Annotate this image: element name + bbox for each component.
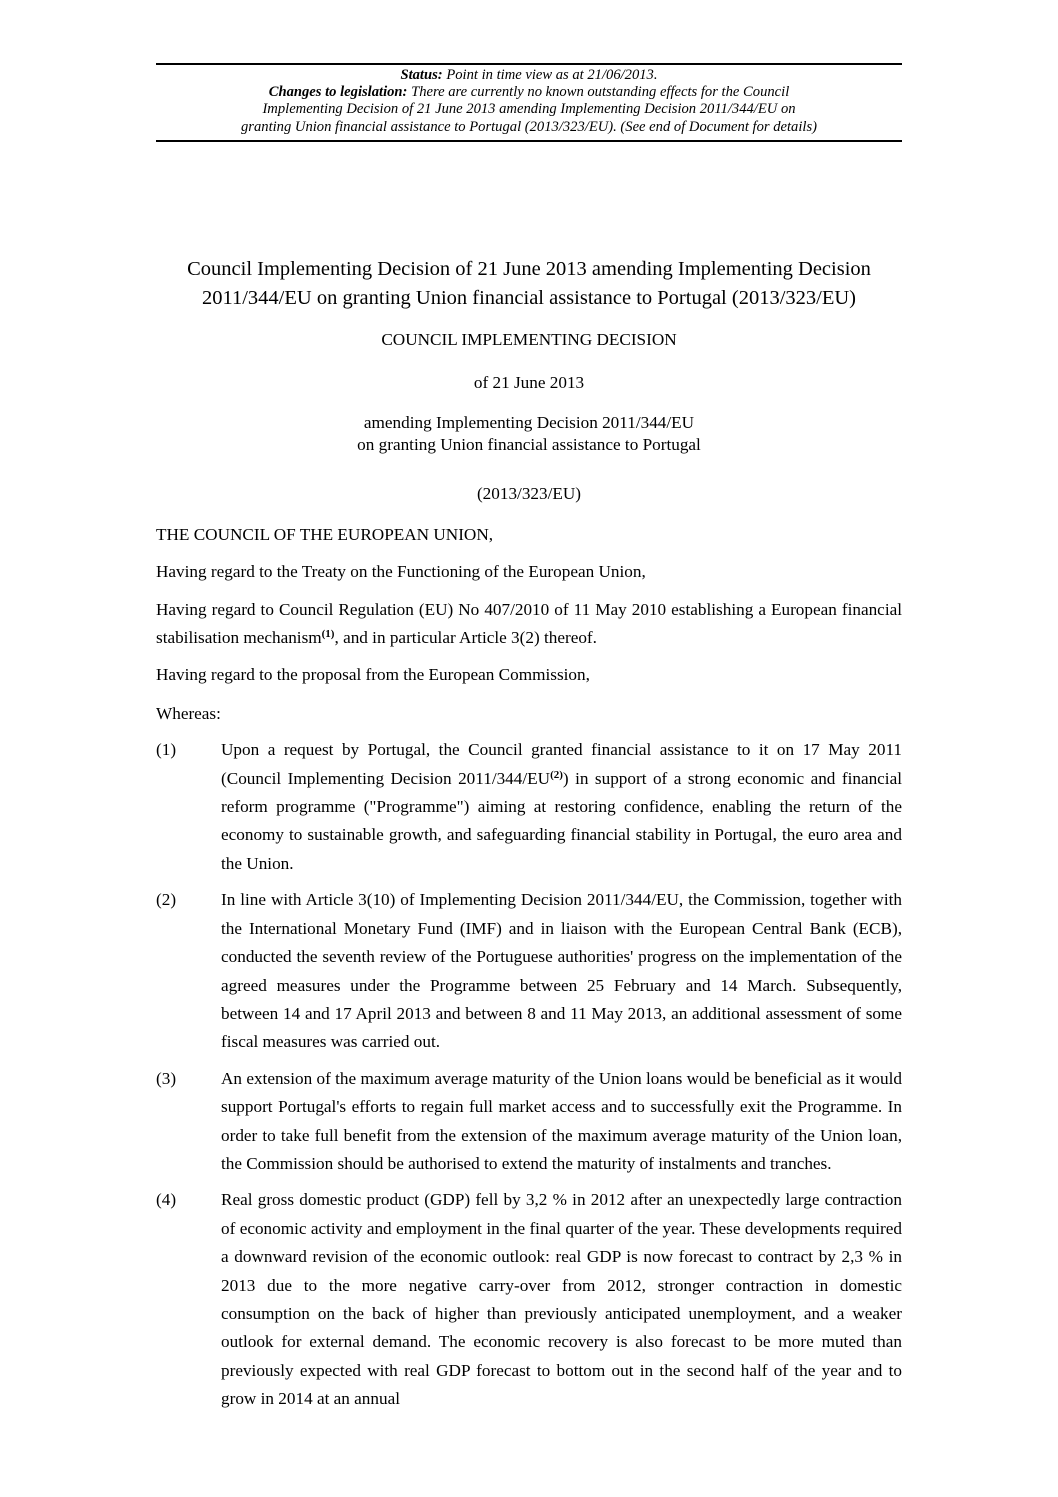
recital-4 — [156, 1186, 902, 1413]
recital-text-a: Upon a request by Portugal, the Council granted financial assistance to it on 17 May 2011 (Council Implementing Decision 2011/344/EU — [221, 740, 902, 788]
citation-regulation-text-b: , and in particular Article 3(2) thereof. — [334, 628, 597, 648]
document-content — [156, 63, 902, 1414]
changes-to-legislation-label: Changes to legislation: — [268, 84, 408, 101]
decision-date: of 21 June 2013 — [473, 372, 585, 392]
recital-number: (2) — [156, 890, 177, 910]
status-text: Point in time view as at 21/06/2013. — [446, 67, 658, 83]
decision-subject — [156, 412, 902, 456]
decision-subject-line-1: amending Implementing Decision 2011/344/EU — [363, 412, 695, 432]
status-label: Status: — [400, 67, 443, 83]
status-notice-text — [240, 67, 818, 136]
decision-heading: COUNCIL IMPLEMENTING DECISION — [381, 329, 677, 349]
recital-number: (4) — [156, 1190, 177, 1210]
citation-treaty: Having regard to the Treaty on the Functioning of the European Union, — [156, 562, 646, 582]
citation-regulation — [156, 596, 902, 653]
whereas-label: Whereas: — [156, 703, 221, 723]
recital-1 — [156, 736, 902, 878]
decision-reference: (2013/323/EU) — [476, 483, 582, 503]
recital-text-a: An extension of the maximum average maturity of the Union loans would be beneficial as it would support Portugal's efforts to regain full market access and to successfully exit the Programme. In order to take full benefit from the extension of the maximum average maturity of the Union loan, the Commission should be authorised to extend the maturity of instalments and tranches. — [221, 1068, 902, 1173]
decision-subject-line-2: on granting Union financial assistance to Portugal — [357, 434, 701, 454]
recital-text — [221, 1065, 902, 1179]
recital-number: (1) — [156, 740, 177, 760]
changes-to-legislation-text: There are currently no known outstanding effects for the Council Implementing Decision of 21 June 2013 amending Implementing Decision 2011/344/EU on granting Union financial assistance to Portugal (2013/323/EU). (See end of Document for details) — [241, 84, 817, 135]
recital-text — [221, 886, 902, 1056]
status-notice-box — [156, 63, 902, 142]
citation-proposal: Having regard to the proposal from the European Commission, — [156, 665, 590, 685]
recital-text — [221, 1186, 902, 1413]
document-title: Council Implementing Decision of 21 June 2013 amending Implementing Decision 2011/344/EU on granting Union financial assistance to Portugal (2013/323/EU) — [187, 257, 871, 309]
changes-line — [240, 84, 818, 136]
recital-3 — [156, 1065, 902, 1179]
status-line — [240, 67, 818, 84]
footnote-reference-1: (1) — [321, 628, 335, 641]
recital-text-a: In line with Article 3(10) of Implementing Decision 2011/344/EU, the Commission, together with the International Monetary Fund (IMF) and in liaison with the European Central Bank (ECB), conducted the seventh review of the Portuguese authorities' progress on the implementation of the agreed measures under the Programme between 25 February and 14 March. Subsequently, between 14 and 17 April 2013 and between 8 and 11 May 2013, an additional assessment of some fiscal measures was carried out. — [221, 890, 902, 1052]
footnote-reference-2: (2) — [550, 768, 563, 781]
preamble-opening: THE COUNCIL OF THE EUROPEAN UNION, — [156, 524, 494, 544]
citation-regulation-text-a: Having regard to Council Regulation (EU) No 407/2010 of 11 May 2010 establishing a European financial stabilisation mechanism — [156, 599, 902, 648]
recital-number: (3) — [156, 1068, 177, 1088]
recital-2 — [156, 886, 902, 1056]
recital-text — [221, 736, 902, 878]
recital-text-b: ) in support of a strong economic and financial reform programme ("Programme") aiming at restoring confidence, enabling the return of the economy to sustainable growth, and safeguarding financial stability in Portugal, the euro area and the Union. — [221, 768, 902, 873]
recital-text-a: Real gross domestic product (GDP) fell by 3,2 % in 2012 after an unexpectedly large contraction of economic activity and employment in the final quarter of the year. These developments required a downward revision of the economic outlook: real GDP is now forecast to contract by 2,3 % in 2013 due to the more negative carry-over from 2012, stronger contraction in domestic consumption on the back of higher than previously anticipated unemployment, and a weaker outlook for external demand. The economic recovery is also forecast to be more muted than previously expected with real GDP forecast to bottom out in the second half of the year and to grow in 2014 at an annual — [221, 1190, 902, 1409]
